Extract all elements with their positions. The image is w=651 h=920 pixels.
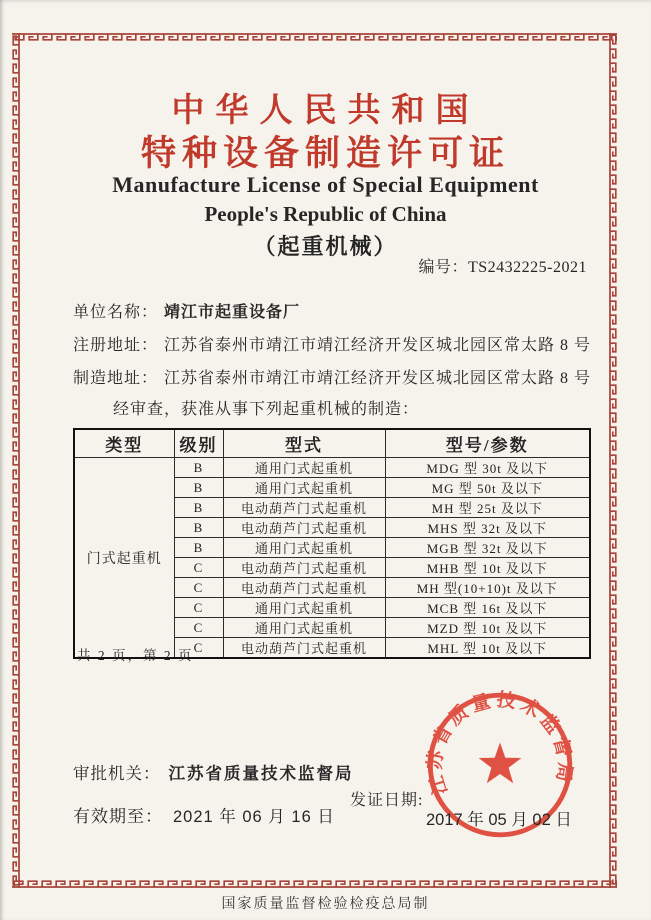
form-cell: 通用门式起重机 — [223, 478, 385, 498]
model-cell: MH 型 25t 及以下 — [385, 498, 590, 518]
form-cell: 电动葫芦门式起重机 — [223, 638, 385, 659]
col-header-type: 类型 — [74, 429, 174, 458]
grade-cell: B — [174, 458, 223, 478]
license-number-line — [418, 254, 587, 277]
issue-date-label: 发证日期: — [350, 792, 424, 809]
issuing-body-footer: 国家质量监督检验检疫总局制 — [221, 897, 430, 912]
valid-until-label: 有效期至： — [73, 807, 163, 826]
equipment-category: （起重机械） — [253, 234, 398, 259]
field-manufacture-address — [73, 365, 591, 388]
approval-authority-label: 审批机关： — [73, 764, 161, 783]
model-cell: MGB 型 32t 及以下 — [385, 538, 590, 558]
type-group-cell: 门式起重机 — [74, 458, 174, 659]
approval-authority-line — [73, 760, 354, 784]
grade-cell: C — [174, 558, 223, 578]
model-cell: MHS 型 32t 及以下 — [385, 518, 590, 538]
grade-cell: B — [174, 478, 223, 498]
grade-cell: B — [174, 498, 223, 518]
form-cell: 通用门式起重机 — [223, 538, 385, 558]
form-cell: 通用门式起重机 — [223, 618, 385, 638]
field-company-name — [73, 299, 300, 322]
form-cell: 电动葫芦门式起重机 — [223, 518, 385, 538]
model-cell: MHB 型 10t 及以下 — [385, 558, 590, 578]
grade-cell: C — [174, 618, 223, 638]
grade-cell: B — [174, 538, 223, 558]
valid-until-value: 2021 年 06 月 16 日 — [173, 808, 335, 826]
license-scope-table — [73, 428, 591, 659]
border-bottom-meander — [12, 880, 617, 888]
valid-until-line — [73, 802, 335, 827]
form-cell: 电动葫芦门式起重机 — [223, 578, 385, 598]
grade-cell: C — [174, 578, 223, 598]
grade-cell: B — [174, 518, 223, 538]
license-number-value: TS2432225-2021 — [468, 259, 587, 276]
form-cell: 电动葫芦门式起重机 — [223, 558, 385, 578]
field-label: 制造地址： — [73, 370, 159, 387]
model-cell: MHL 型 10t 及以下 — [385, 638, 590, 659]
model-cell: MCB 型 16t 及以下 — [385, 598, 590, 618]
title-en-license: Manufacture License of Special Equipment — [112, 172, 539, 197]
model-cell: MG 型 50t 及以下 — [385, 478, 590, 498]
approval-note: 经审查，获准从事下列起重机械的制造： — [113, 401, 420, 418]
grade-cell: C — [174, 598, 223, 618]
grade-cell: C — [174, 638, 223, 659]
border-top-meander — [12, 33, 617, 41]
stamp-arc-text: 江苏省质量技术监督局 — [425, 690, 575, 798]
table-row — [74, 458, 590, 478]
field-value: 江苏省泰州市靖江市靖江经济开发区城北园区常太路 8 号 — [164, 337, 592, 354]
field-registered-address — [73, 332, 591, 355]
model-cell: MDG 型 30t 及以下 — [385, 458, 590, 478]
issue-date-value: 2017 年 05 月 02 日 — [426, 811, 572, 829]
table-header-row — [74, 429, 590, 458]
field-value: 江苏省泰州市靖江市靖江经济开发区城北园区常太路 8 号 — [164, 370, 592, 387]
title-cn-license: 特种设备制造许可证 — [140, 134, 510, 173]
form-cell: 通用门式起重机 — [223, 598, 385, 618]
page-count-note: 共 2 页，第 2 页 — [77, 648, 194, 663]
model-cell: MZD 型 10t 及以下 — [385, 618, 590, 638]
field-value: 靖江市起重设备厂 — [164, 304, 301, 321]
field-label: 注册地址： — [73, 337, 159, 354]
stamp-star-icon — [479, 743, 522, 784]
field-label: 单位名称： — [73, 304, 159, 321]
approval-authority-value: 江苏省质量技术监督局 — [168, 764, 354, 783]
license-number-label: 编号： — [418, 259, 468, 276]
title-en-country: People's Republic of China — [204, 202, 447, 226]
col-header-grade: 级别 — [174, 429, 223, 458]
model-cell: MH 型(10+10)t 及以下 — [385, 578, 590, 598]
form-cell: 电动葫芦门式起重机 — [223, 498, 385, 518]
col-header-model: 型号/参数 — [385, 429, 590, 458]
title-cn-country: 中华人民共和国 — [171, 93, 480, 129]
license-table-body — [74, 458, 590, 659]
col-header-form: 型式 — [223, 429, 385, 458]
form-cell: 通用门式起重机 — [223, 458, 385, 478]
